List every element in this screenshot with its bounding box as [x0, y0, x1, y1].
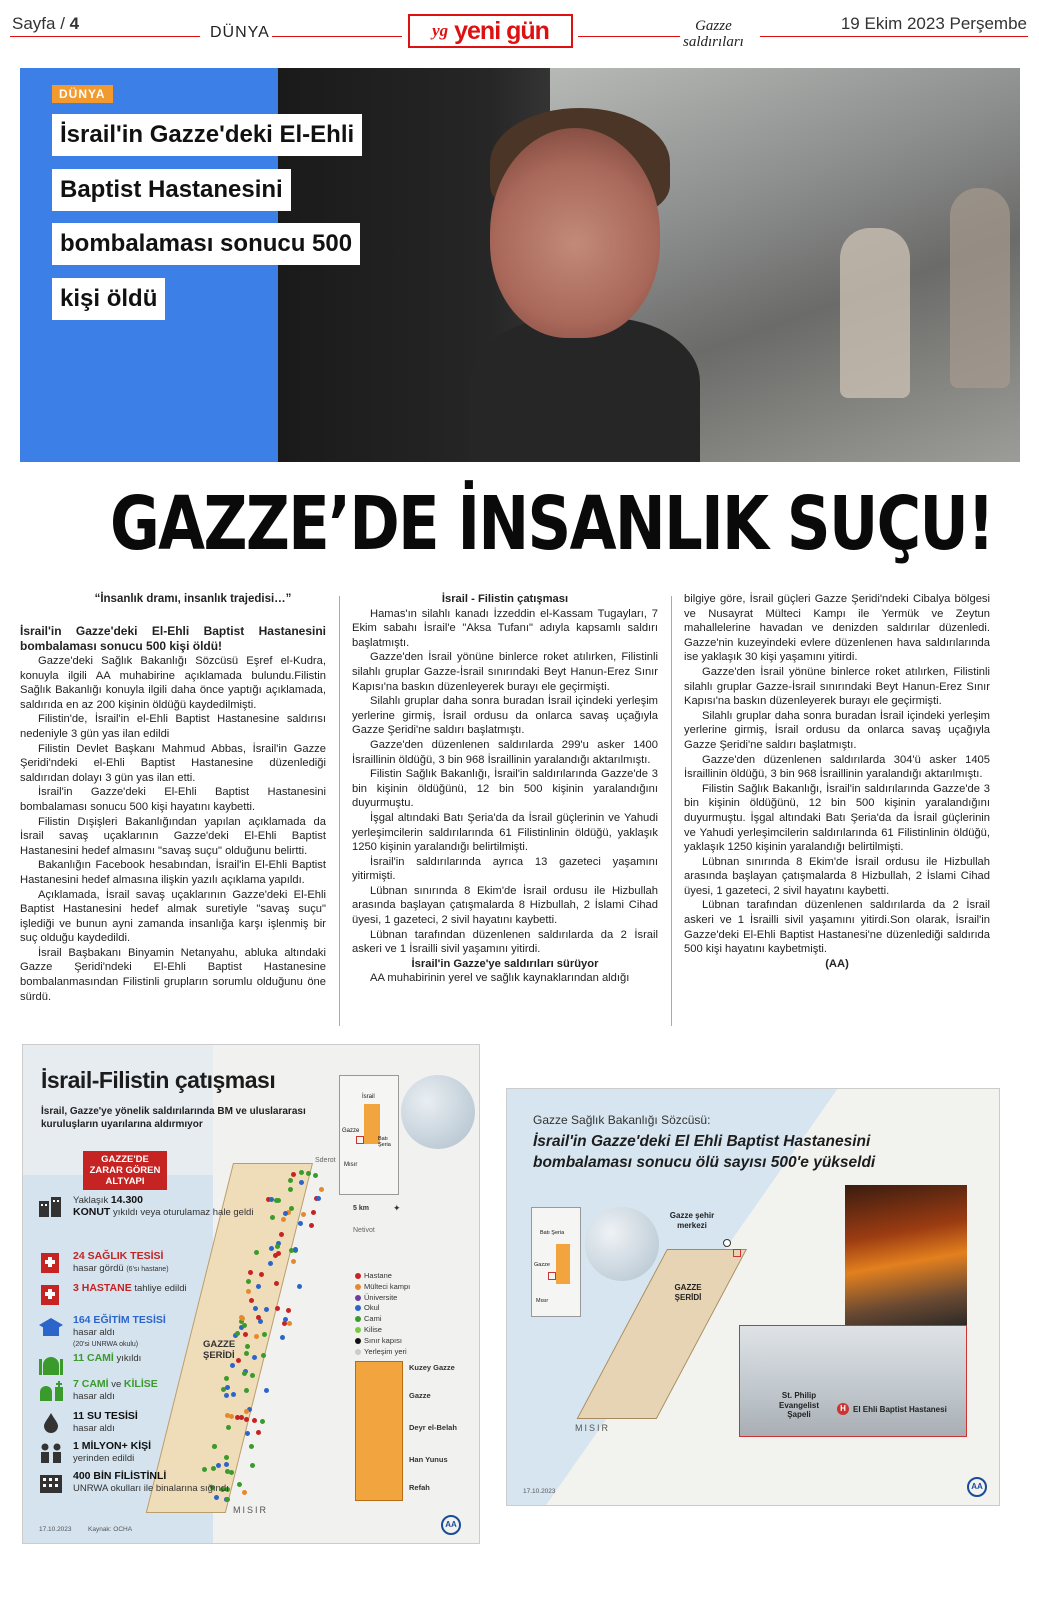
- facility-marker: [309, 1223, 314, 1228]
- gaza-strip-label: GAZZE ŞERİDİ: [203, 1339, 236, 1361]
- hero-background-person: [950, 188, 1010, 388]
- legend-label: Sınır kapısı: [364, 1335, 402, 1345]
- governorate-label: Gazze: [409, 1391, 431, 1400]
- hospital-icon: [37, 1283, 65, 1305]
- facility-marker: [256, 1284, 261, 1289]
- paragraph: AA muhabirinin yerel ve sağlık kaynaklarından aldığı: [370, 972, 630, 985]
- facility-marker: [281, 1217, 286, 1222]
- map-legend: [355, 1271, 410, 1357]
- facility-marker: [298, 1221, 303, 1226]
- facility-marker: [252, 1418, 257, 1423]
- stat-health: 24 SAĞLIK TESİSİ hasar gördü (6'sı hastane): [37, 1251, 169, 1275]
- facility-marker: [245, 1431, 250, 1436]
- paragraph: Gazze'den İsrail yönüne binlerce roket atılırken, Filistinli silahlı gruplar Gazze-İsrail sınırındaki Beyt Hanun-Erez Sınır Kapısı'na baskın düzenleyerek burayı ele geçirmişti.: [352, 651, 658, 693]
- column-divider: [339, 596, 340, 1026]
- facility-marker: [313, 1173, 318, 1178]
- facility-marker: [269, 1246, 274, 1251]
- people-icon: [37, 1441, 65, 1463]
- stat-hospital-evacuated: 3 HASTANE tahliye edildi: [37, 1283, 187, 1305]
- city-label-netivot: Netivot: [353, 1227, 375, 1234]
- locator-label-bati-seria: Batı Şeria: [378, 1136, 391, 1148]
- water-icon: [37, 1411, 65, 1433]
- hero-photo: [20, 68, 1020, 462]
- paragraph: İsrail'in Gazze'deki El-Ehli Baptist Hastanesini bombalaması sonucu 500 kişi hayatını kaybetti.: [20, 786, 326, 813]
- hospital-icon: [37, 1251, 65, 1273]
- paragraph: İsrail'in saldırılarında ayrıca 13 gazeteci yaşamını yitirmişti.: [352, 855, 658, 883]
- facility-marker: [214, 1495, 219, 1500]
- paragraph: Açıklamada, İsrail savaş uçaklarının Gazze'deki El-Ehli Baptist Hastanesini hedef almak suretiyle "savaş suçu" işlediği ve bunun ayni zamanda insanlığa karşı işlenmiş bir suç olduğu kaydedildi.: [20, 888, 326, 945]
- damage-badge: GAZZE'DE ZARAR GÖREN ALTYAPI: [83, 1151, 167, 1190]
- fire-photo: [845, 1185, 967, 1325]
- facility-marker: [262, 1332, 267, 1337]
- hero-headline-line: İsrail'in Gazze'deki El-Ehli: [52, 114, 362, 156]
- page-header: [0, 0, 1039, 52]
- legend-swatch: [355, 1305, 361, 1311]
- locator-israel-shape: [556, 1244, 570, 1284]
- issue-date: 19 Ekim 2023 Perşembe: [840, 14, 1027, 33]
- paragraph: İsrail Başbakanı Binyamin Netanyahu, abluka altındaki Gazze Şeridi'ndeki El-Ehli Baptist Hastanesine bombalanmasından Filistinli grupların sorumlu olduğunu öne sürdü.: [20, 946, 326, 1003]
- legend-label: Hastane: [364, 1271, 392, 1280]
- stat-mosque-destroyed: 11 CAMİ yıkıldı: [37, 1353, 141, 1375]
- paragraph: Gazze'den İsrail yönüne binlerce roket atılırken, Filistinli silahlı gruplar Gazze-İsrail sınırındaki Beyt Hanun-Erez Sınır Kapısı'na baskın düzenleyerek burayı ele geçirmişti.: [684, 665, 990, 708]
- facility-marker: [256, 1315, 261, 1320]
- paragraph: Filistin Sağlık Bakanlığı, İsrail'in saldırılarında Gazze'de 3 bin kişinin öldüğünü, 12 bin 500 kişinin yaralandığını duyurmuştu. İşgal altındaki Batı Şeria'da da İsrail güçlerinin ve Yahudi yerleşimcilerin saldırılarında 61 Filistinlinin öldüğü, yaklaşık 1250 kişinin yaralandığı belirtilmişti.: [684, 782, 990, 854]
- infographic-date: 17.10.2023: [39, 1526, 72, 1533]
- legend-swatch: [355, 1338, 361, 1344]
- facility-marker: [275, 1244, 280, 1249]
- subheading: İsrail'in Gazze'ye saldırıları sürüyor: [411, 957, 599, 970]
- facility-marker: [224, 1455, 229, 1460]
- infographic-supertitle: Gazze Sağlık Bakanlığı Sözcüsü:: [533, 1113, 711, 1127]
- building-icon: [37, 1195, 65, 1217]
- egypt-label: MISIR: [575, 1423, 611, 1433]
- legend-swatch: [355, 1273, 361, 1279]
- map-scale: 5 km: [353, 1205, 369, 1212]
- hero-headline-line: kişi öldü: [52, 278, 165, 320]
- facility-marker: [299, 1180, 304, 1185]
- governorate-label: Kuzey Gazze: [409, 1363, 455, 1372]
- locator-label-gazze: Gazze: [342, 1128, 360, 1134]
- facility-marker: [287, 1321, 292, 1326]
- hero-section-tag: DÜNYA: [52, 85, 113, 103]
- facility-marker: [253, 1306, 258, 1311]
- paragraph: Silahlı gruplar daha sonra buradan İsrail içindeki yerleşim yerlerine girmiş, İsrail ordusu da onlarca savaş uçağıyla Gazze Şeridi'ne saldırı başlatmıştı.: [352, 695, 658, 737]
- paragraph: Gazze'den düzenlenen saldırılarda 299'u asker 1400 İsraillinin öldüğü, 3 bin 968 İsraillinin yaralandığı aktarılmıştı.: [352, 738, 658, 766]
- article-column-2: [352, 592, 658, 986]
- stat-sheltered: 400 BİN FİLİSTİNLİ UNRWA okulları ile binalarına sığındı: [37, 1471, 229, 1494]
- paragraph: Filistin Dışişleri Bakanlığından yapılan açıklamada da İsrail savaş uçaklarının Gazze'deki El-Ehli Baptist Hastanesini hedef almasını "savaş suçu" olduğunu belirtti.: [20, 815, 326, 857]
- infographic-source: Kaynak: OCHA: [88, 1526, 133, 1533]
- worship-icon: [37, 1379, 65, 1401]
- column-divider: [671, 596, 672, 1026]
- paragraph: Filistin Devlet Başkanı Mahmud Abbas, İsrail'in Gazze Şeridi'ndeki el-Ehli Baptist Hastanesine düzenlediği saldırıdan dolayı 3 gün yas ilan etti.: [20, 742, 326, 784]
- article-column-3: [684, 592, 990, 971]
- facility-marker: [286, 1308, 291, 1313]
- legend-swatch: [355, 1327, 361, 1333]
- paragraph: Filistin'de, İsrail'in el-Ehli Baptist Hastanesine saldırısı nedeniyle 3 gün yas ilan edildi: [20, 713, 326, 740]
- infographic-hospital: [506, 1088, 1000, 1506]
- legend-item: [355, 1303, 410, 1314]
- legend-swatch: [355, 1349, 361, 1355]
- facility-marker: [224, 1462, 229, 1467]
- locator-label-bati-seria: Batı Şeria: [540, 1230, 565, 1236]
- facility-marker: [242, 1490, 247, 1495]
- infographic-conflict: [22, 1044, 480, 1544]
- pull-quote: “İnsanlık dramı, insanlık trajedisi…”: [94, 593, 292, 605]
- page-number: Sayfa / 4: [12, 14, 80, 33]
- paragraph: Lübnan sınırında 8 Ekim'de İsrail ordusu ile Hizbullah arasında başlayan çatışmalarda 8 Hizbullah, 2 İslami Cihad üyesi, 1 gazeteci, 2 sivil hayatını kaybetti.: [684, 855, 990, 897]
- facility-marker: [244, 1409, 249, 1414]
- facility-marker: [280, 1335, 285, 1340]
- paragraph: Lübnan tarafından düzenlenen saldırılarda da 2 İsrail askeri ve 1 İsrailli sivil yaşamını yitirdi.Son olarak, İsrail'in Gazze'deki El-Ehli Baptist Hastanesi'ne düzenlediği saldırıda 500 kişi hayatını kaybetmişti.: [684, 899, 990, 956]
- mosque-icon: [37, 1353, 65, 1375]
- subheading: İsrail - Filistin çatışması: [441, 593, 569, 605]
- paragraph: Gazze'deki Sağlık Bakanlığı Sözcüsü Eşref el-Kudra, konuyla ilgili AA muhabirine açıklamada bulundu.Filistin Sağlık Bakanlığı konuyla ilgili daha önce yaptığı açıklamada, saldırıda en az 200 kişinin öldüğü kaydedilmişti.: [20, 655, 326, 711]
- paragraph: İşgal altındaki Batı Şeria'da da İsrail güçlerinin ve Yahudi yerleşimcilerin saldırılarında 61 Filistinlinin öldüğü, yaklaşık 1250 kişinin yaralandığı belirtilmişti.: [352, 811, 658, 854]
- school-icon: [37, 1315, 65, 1337]
- legend-item: [355, 1347, 410, 1358]
- facility-marker: [270, 1215, 275, 1220]
- legend-swatch: [355, 1316, 361, 1322]
- facility-marker: [283, 1211, 288, 1216]
- governorate-label: Deyr el-Belah: [409, 1423, 457, 1432]
- north-arrow-icon: ✦: [393, 1203, 401, 1213]
- facility-marker: [288, 1178, 293, 1183]
- city-center-marker: [723, 1239, 731, 1247]
- legend-label: Kilise: [364, 1324, 382, 1334]
- governorates-map: [355, 1361, 403, 1501]
- legend-item: [355, 1336, 410, 1347]
- legend-item: [355, 1282, 410, 1293]
- paragraph: Hamas'ın silahlı kanadı İzzeddin el-Kassam Tugayları, 7 Ekim sabahı İsrail'e "Aksa Tufanı" adıyla kapsamlı saldırı başlatmıştı.: [352, 607, 658, 649]
- section-label: DÜNYA: [210, 24, 270, 41]
- legend-swatch: [355, 1295, 361, 1301]
- hospital-label: El Ehli Baptist Hastanesi: [853, 1405, 947, 1414]
- locator-gaza-box: [356, 1136, 364, 1144]
- facility-marker: [229, 1470, 234, 1475]
- chapel-label: St. Philip Evangelist Şapeli: [778, 1391, 819, 1419]
- paragraph: Lübnan sınırında 8 Ekim'de İsrail ordusu ile Hizbullah arasında başlayan çatışmalarda 8 Hizbullah, 2 İslami Cihad üyesi, 1 gazeteci, 2 sivil hayatını kaybetti.: [352, 884, 658, 927]
- legend-label: Cami: [364, 1314, 382, 1324]
- hero-headline-line: Baptist Hastanesini: [52, 169, 291, 211]
- legend-label: Yerleşim yeri: [364, 1346, 407, 1356]
- hero-headline-line: bombalaması sonucu 500: [52, 223, 360, 265]
- facility-marker: [260, 1419, 265, 1424]
- facility-marker: [273, 1253, 278, 1258]
- facility-marker: [250, 1463, 255, 1468]
- stat-housing: Yaklaşık 14.300 KONUT yıkıldı veya oturulamaz hale geldi: [37, 1195, 253, 1218]
- facility-marker: [235, 1331, 240, 1336]
- header-rule: [10, 36, 200, 37]
- facility-marker: [239, 1415, 244, 1420]
- gaza-strip-label: GAZZE ŞERİDİ: [674, 1283, 702, 1302]
- hero-background-person: [840, 228, 910, 398]
- locator-label-misir: Mısır: [344, 1162, 358, 1168]
- hero-child-face: [490, 128, 660, 338]
- logo-name: yeni gün: [454, 16, 549, 45]
- newspaper-logo[interactable]: [408, 14, 573, 48]
- locator-gaza-box: [548, 1272, 556, 1280]
- header-rule: [578, 36, 680, 37]
- governorate-label: Refah: [409, 1483, 430, 1492]
- legend-item: [355, 1314, 410, 1325]
- city-center-label: Gazze şehir merkezi: [669, 1211, 715, 1230]
- legend-label: Mülteci kampı: [364, 1281, 411, 1291]
- infographic-title: İsrail-Filistin çatışması: [41, 1067, 276, 1093]
- egypt-label: MISIR: [233, 1505, 269, 1515]
- main-headline: GAZZE’DE İNSANLIK SUÇU!: [110, 481, 994, 567]
- topic-label: Gazze saldırıları: [683, 18, 744, 50]
- infographic-title: İsrail'in Gazze'deki El Ehli Baptist Hastanesini bombalaması sonucu ölü sayısı 500'e yükseldi: [533, 1133, 876, 1171]
- locator-map: [339, 1075, 399, 1195]
- legend-label: Üniversite: [364, 1292, 398, 1302]
- city-label-sderot: Sderot: [315, 1157, 336, 1164]
- facility-marker: [283, 1317, 288, 1322]
- stat-worship-damaged: 7 CAMİ ve KİLİSE hasar aldı: [37, 1379, 158, 1402]
- paragraph: Gazze'den düzenlenen saldırılarda 304'ü asker 1405 İsraillinin öldüğü, 3 bin 968 İsraillinin yaralandığı aktarılmıştı.: [684, 753, 990, 781]
- hospital-pin-icon: H: [837, 1403, 849, 1415]
- facility-marker: [252, 1355, 257, 1360]
- locator-label-israil: İsrail: [362, 1094, 375, 1100]
- paragraph: Filistin Sağlık Bakanlığı, İsrail'in saldırılarında Gazze'de 3 bin kişinin öldüğünü, 12 bin 500 kişinin yaralandığını duyurmuştu.: [352, 768, 658, 810]
- paragraph: Lübnan tarafından düzenlenen saldırılarda da 2 İsrail askeri ve 1 İsrailli sivil yaşamını yitirdi.: [352, 928, 658, 956]
- infographic-date: 17.10.2023: [523, 1488, 556, 1495]
- header-rule: [760, 36, 1028, 37]
- shelter-icon: [37, 1471, 65, 1493]
- facility-marker: [288, 1187, 293, 1192]
- aa-logo-icon: AA: [967, 1477, 987, 1497]
- facility-marker: [256, 1430, 261, 1435]
- legend-swatch: [355, 1284, 361, 1290]
- legend-item: [355, 1293, 410, 1304]
- governorate-label: Han Yunus: [409, 1455, 448, 1464]
- facility-marker: [229, 1414, 234, 1419]
- facility-marker: [275, 1306, 280, 1311]
- infographic-subtitle: İsrail, Gazze'ye yönelik saldırılarında BM ve uluslararası kuruluşların uyarılarına aldırmıyor: [41, 1106, 306, 1130]
- locator-map: [531, 1207, 581, 1317]
- facility-marker: [242, 1323, 247, 1328]
- paragraph: Bakanlığın Facebook hesabından, İsrail'in El-Ehli Baptist Hastanesini hedef almasına ilişkin yazılı açıklama yapıldı.: [20, 859, 326, 886]
- globe-icon: [401, 1075, 475, 1149]
- facility-marker: [231, 1392, 236, 1397]
- paragraph: bilgiye göre, İsrail güçleri Gazze Şeridi'ndeki Cibalya bölgesi ve Nusayrat Mülteci Kampı ile Yermük ve Zeytun mahallelerine havadan ve denizden saldırılar düzenledi. Gazze'nin kuzeyindeki evlere düzenlenen hava saldırılarında ise yaklaşık 30 kişi yaşamını yitirdi.: [684, 593, 990, 664]
- hero-child-body: [470, 318, 700, 462]
- facility-marker: [250, 1373, 255, 1378]
- logo-mark: yg: [432, 21, 449, 40]
- hospital-location-box: [733, 1249, 741, 1257]
- stat-water: 11 SU TESİSİ hasar aldı: [37, 1411, 138, 1434]
- legend-item: [355, 1325, 410, 1336]
- facility-marker: [293, 1247, 298, 1252]
- legend-item: [355, 1271, 410, 1282]
- locator-label-gazze: Gazze: [534, 1262, 550, 1268]
- article-signature: (AA): [825, 957, 849, 970]
- article-column-1: [20, 592, 326, 1004]
- legend-label: Okul: [364, 1303, 380, 1313]
- facility-marker: [212, 1444, 217, 1449]
- article-lead: İsrail'in Gazze'deki El-Ehli Baptist Hastanesini bombalaması sonucu 500 kişi öldü!: [20, 624, 326, 653]
- facility-marker: [244, 1388, 249, 1393]
- paragraph: Silahlı gruplar daha sonra buradan İsrail içindeki yerleşim yerlerine girmiş, İsrail ordusu da onlarca savaş uçağıyla Gazze Şeridi'ne saldırı başlatmıştı.: [684, 709, 990, 751]
- facility-marker: [246, 1279, 251, 1284]
- facility-marker: [225, 1497, 230, 1502]
- facility-marker: [306, 1171, 311, 1176]
- stat-displaced: 1 MİLYON+ KİŞİ yerinden edildi: [37, 1441, 151, 1464]
- stat-education: 164 EĞİTİM TESİSİ hasar aldı (20'si UNRWA okulu): [37, 1315, 166, 1351]
- facility-marker: [246, 1289, 251, 1294]
- aa-logo-icon: AA: [441, 1515, 461, 1535]
- header-rule: [272, 36, 402, 37]
- locator-label-misir: Mısır: [536, 1298, 549, 1304]
- globe-icon: [585, 1207, 659, 1281]
- hospital-area-map: [739, 1325, 967, 1437]
- facility-marker: [237, 1482, 242, 1487]
- facility-marker: [249, 1444, 254, 1449]
- facility-marker: [299, 1170, 304, 1175]
